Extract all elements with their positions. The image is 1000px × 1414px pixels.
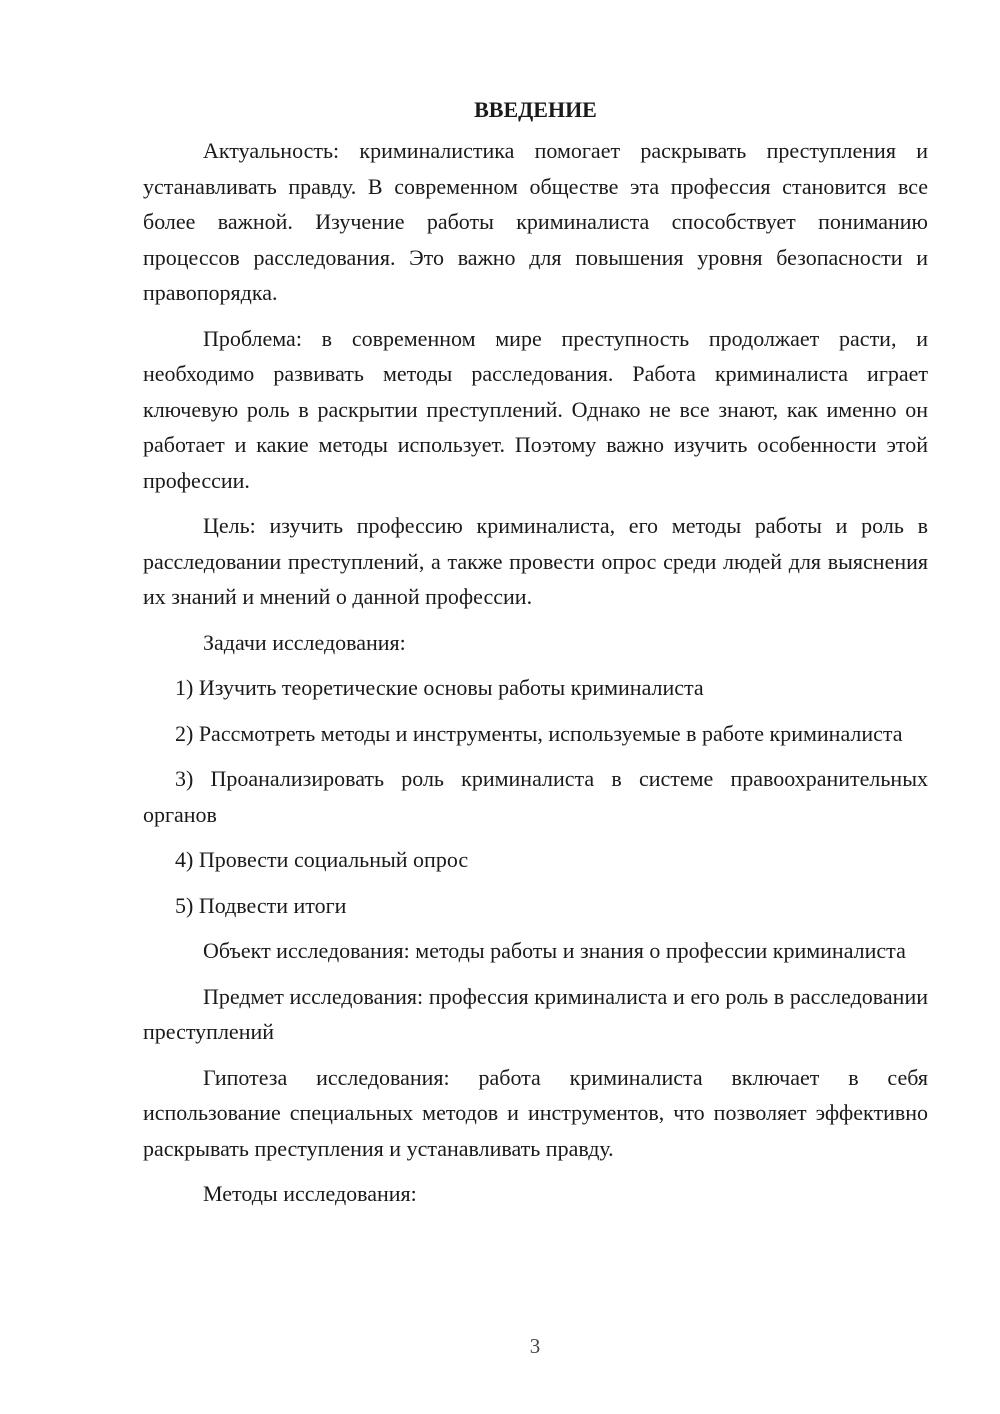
paragraph-goal: Цель: изучить профессию криминалиста, его методы работы и роль в расследовании преступлений, а также провести опрос среди людей для выяснения их знаний и мнений о данной профессии. <box>143 513 928 609</box>
methods-title: Методы исследования: <box>203 1181 417 1206</box>
page-title: ВВЕДЕНИЕ <box>474 97 597 122</box>
paragraph-relevance: Актуальность: криминалистика помогает раскрывать преступления и устанавливать правду. В современном обществе эта профессия становится все более важной. Изучение работы криминалиста способствует пониманию процессов расследования. Это важно для повышения уровня безопасности и правопорядка. <box>143 138 928 305</box>
task-item: 3) Проанализировать роль криминалиста в системе правоохранительных органов <box>143 766 928 827</box>
document-body <box>143 92 928 1222</box>
paragraph-object: Объект исследования: методы работы и знания о профессии криминалиста <box>203 938 906 963</box>
task-item: 4) Провести социальный опрос <box>175 847 469 872</box>
paragraph-subject: Предмет исследования: профессия криминалиста и его роль в расследовании преступлений <box>143 983 928 1044</box>
task-item: 1) Изучить теоретические основы работы криминалиста <box>175 675 704 700</box>
tasks-title: Задачи исследования: <box>203 629 406 655</box>
task-item: 5) Подвести итоги <box>175 892 347 918</box>
paragraph-hypothesis: Гипотеза исследования: работа криминалиста включает в себя использование специальных методов и инструментов, что позволяет эффективно раскрывать преступления и устанавливать правду. <box>143 1064 928 1161</box>
page-number: 3 <box>529 1334 541 1358</box>
paragraph-problem: Проблема: в современном мире преступность продолжает расти, и необходимо развивать методы расследования. Работа криминалиста играет ключевую роль в раскрытии преступлений. Однако не все знают, как именно он работает и какие методы использует. Поэтому важно изучить особенности этой профессии. <box>143 325 928 493</box>
task-item: 2) Рассмотреть методы и инструменты, используемые в работе криминалиста <box>175 720 903 746</box>
